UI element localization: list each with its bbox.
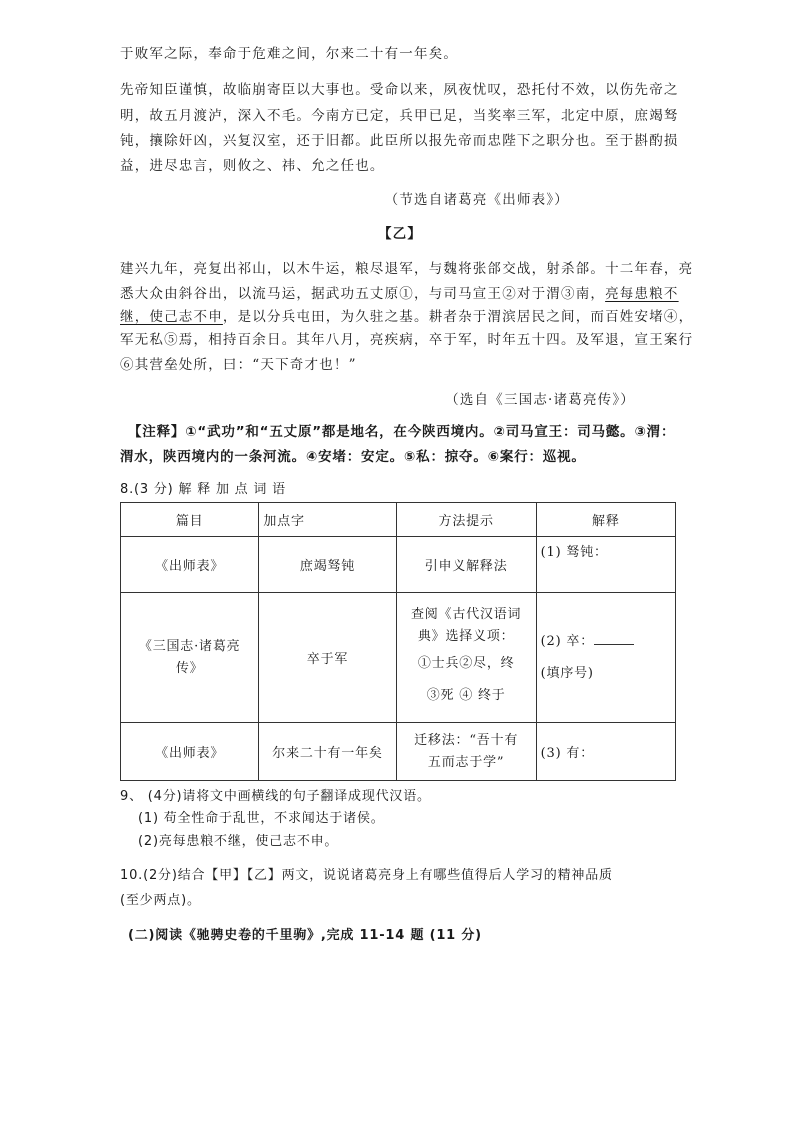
row2-answer-label: (2) 卒： — [540, 633, 595, 649]
q9-title: 9、 (4分)请将文中画横线的句子翻译成现代汉语。 — [120, 789, 431, 804]
yi-line-2 — [120, 284, 680, 304]
jia-line-4: 钝，攘除奸凶，兴复汉室，还于旧都。此臣所以报先帝而忠陛下之职分也。至于斟酌损 — [120, 133, 679, 149]
underlined-sentence-part-1: 亮每患粮不 — [605, 286, 679, 302]
row1-method: 引申义解释法 — [396, 537, 536, 593]
q8-table — [120, 502, 676, 781]
q10-line-2: (至少两点)。 — [120, 893, 201, 908]
row2-answer-l1 — [541, 626, 671, 658]
yi-line-3 — [120, 307, 694, 327]
header-piece: 篇目 — [121, 503, 259, 537]
row2-piece-l1: 《三国志·诸葛亮 — [138, 638, 241, 654]
header-answer: 解释 — [536, 503, 675, 537]
row3-piece: 《出师表》 — [121, 723, 259, 781]
yi-heading: 【乙】 — [377, 226, 423, 242]
jia-line-2: 先帝知臣谨慎，故临崩寄臣以大事也。受命以来，夙夜忧叹，恐托付不效，以伤先帝之 — [120, 82, 679, 98]
row2-method-l1: 查阅《古代汉语词 — [410, 606, 522, 622]
row2-piece — [121, 593, 259, 723]
table-row — [121, 593, 676, 723]
table-header-row — [121, 503, 676, 537]
yi-line-1: 建兴九年，亮复出祁山，以木牛运，粮尽退军，与魏将张郃交战，射杀郃。十二年春，亮 — [120, 261, 694, 277]
row1-word: 庶竭驽钝 — [259, 537, 396, 593]
row1-piece: 《出师表》 — [121, 537, 259, 593]
section-2-heading: (二)阅读《驰骋史卷的千里驹》,完成 11-14 题 (11 分) — [128, 928, 482, 943]
row2-piece-l2: 传》 — [175, 660, 204, 676]
row2-answer — [536, 593, 675, 723]
jia-line-5: 益，进尽忠言，则攸之、祎、允之任也。 — [120, 158, 385, 174]
row3-word: 尔来二十有一年矣 — [259, 723, 396, 781]
row1-answer: (1) 驽钝： — [536, 537, 675, 593]
row2-method-l4: ③死 ④ 终于 — [426, 687, 506, 703]
yi-line-5: ⑥其营垒处所，曰：“天下奇才也！” — [120, 357, 357, 373]
row2-word: 卒于军 — [259, 593, 396, 723]
jia-line-3: 明，故五月渡泸，深入不毛。今南方已定，兵甲已足，当奖率三军，北定中原，庶竭驽 — [120, 108, 679, 124]
row2-method-l2: 典》选择义项： — [417, 628, 515, 644]
row2-method — [396, 593, 536, 723]
q8-title: 8.(3 分) 解 释 加 点 词 语 — [120, 482, 286, 497]
row3-method — [396, 723, 536, 781]
row2-method-l3: ①士兵②尽，终 — [417, 655, 515, 671]
table-row — [121, 537, 676, 593]
q9-item-1: (1) 苟全性命于乱世，不求闻达于诸侯。 — [138, 811, 385, 826]
q9-item-2: (2)亮每患粮不继，使己志不申。 — [138, 834, 339, 849]
answer-blank[interactable] — [594, 632, 634, 645]
jia-source: （节选自诸葛亮《出师表》） — [384, 192, 569, 208]
row3-method-l1: 迁移法：“吾十有 — [414, 732, 519, 748]
yi-line-4: 军无私⑤焉，相持百余日。其年八月，亮疾病，卒于军，时年五十四。及军退，宣王案行 — [120, 332, 694, 348]
header-word: 加点字 — [259, 503, 396, 537]
jia-line-1: 于败军之际，奉命于危难之间，尔来二十有一年矣。 — [120, 46, 459, 62]
row3-answer: (3) 有： — [536, 723, 675, 781]
notes-line-2: 渭水，陕西境内的一条河流。④安堵：安定。⑤私：掠夺。⑥案行：巡视。 — [120, 449, 586, 465]
yi-line-2-text: 悉大众由斜谷出，以流马运，据武功五丈原①，与司马宣王②对于渭③南， — [120, 286, 606, 302]
row2-answer-l2: (填序号) — [540, 665, 594, 681]
q10-line-1: 10.(2分)结合【甲】【乙】两文，说说诸葛亮身上有哪些值得后人学习的精神品质 — [120, 868, 613, 883]
yi-line-3-text: ，是以分兵屯田，为久驻之基。耕者杂于渭滨居民之间，而百姓安堵④， — [222, 309, 694, 325]
header-method: 方法提示 — [396, 503, 536, 537]
notes-line-1: 【注释】①“武功”和“五丈原”都是地名，在今陕西境内。②司马宣王：司马懿。③渭： — [128, 424, 676, 440]
table-row — [121, 723, 676, 781]
underlined-sentence-part-2: 继，使己志不申 — [120, 309, 223, 325]
yi-source: （选自《三国志·诸葛亮传》） — [445, 392, 635, 408]
row3-method-l2: 五而志于学” — [427, 754, 505, 770]
